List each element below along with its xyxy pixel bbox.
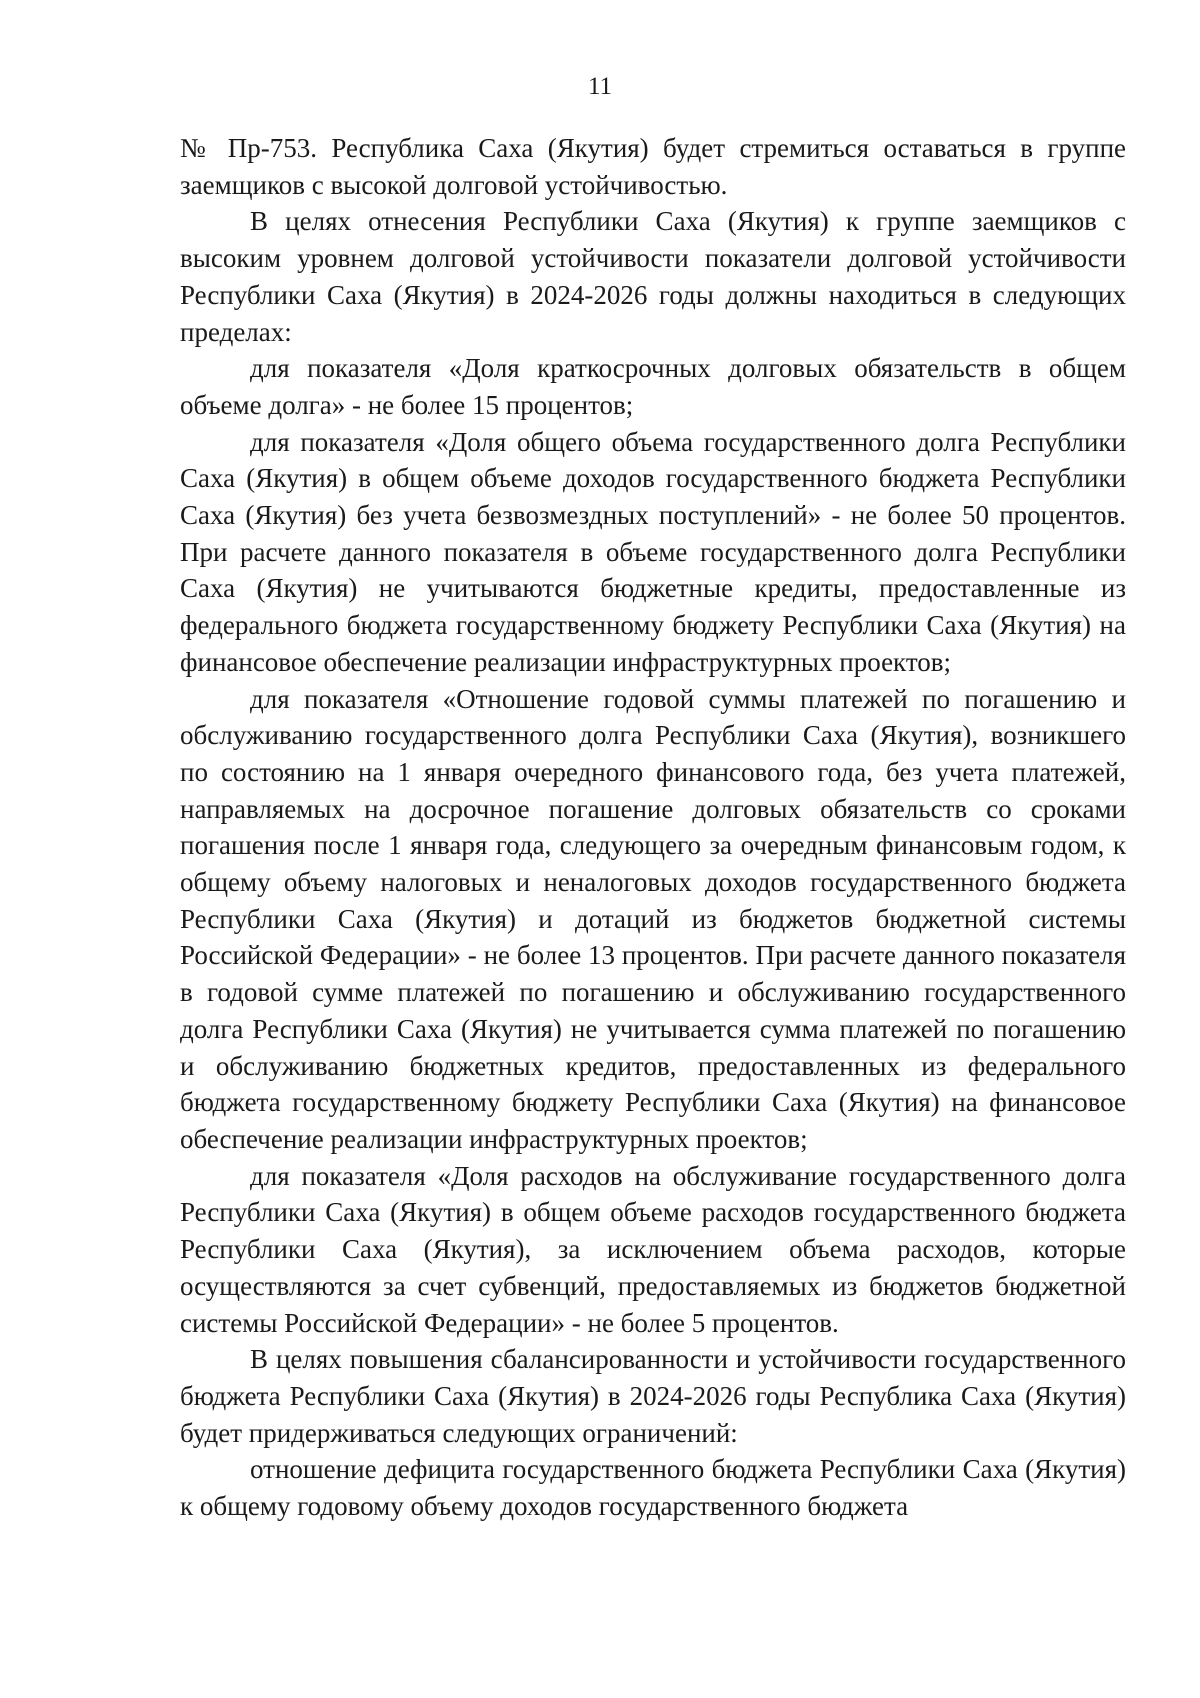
paragraph-short-term-debt-share: для показателя «Доля краткосрочных долговых обязательств в общем объеме долга» - не более 15 процентов; bbox=[180, 353, 1126, 420]
paragraph-debt-service-expenses-share: для показателя «Доля расходов на обслуживание государственного долга Республики Саха (Якутия) в общем объеме расходов государственного бюджета Республики Саха (Якутия), за исключением объема расходов, которые осуществляются за счет субвенций, предоставляемых из бюджетов бюджетной системы Российской Федерации» - не более 5 процентов. bbox=[180, 1160, 1126, 1338]
document-body bbox=[180, 130, 1126, 1525]
paragraph-debt-sustainability-intro: № Пр-753. Республика Саха (Якутия) будет стремиться оставаться в группе заемщиков с высокой долговой устойчивостью. bbox=[180, 133, 1126, 200]
paragraph-debt-service-payments-ratio: для показателя «Отношение годовой суммы платежей по погашению и обслуживанию государственного долга Республики Саха (Якутия), возникшего по состоянию на 1 января очередного финансового года, без учета платежей, направляемых на досрочное погашение долговых обязательств со сроками погашения после 1 января года, следующего за очередным финансовым годом, к общему объему налоговых и неналоговых доходов государственного бюджета Республики Саха (Якутия) и дотаций из бюджетов бюджетной системы Российской Федерации» - не более 13 процентов. При расчете данного показателя в годовой сумме платежей по погашению и обслуживанию государственного долга Республики Саха (Якутия) не учитывается сумма платежей по погашению и обслуживанию бюджетных кредитов, предоставленных из федерального бюджета государственному бюджету Республики Саха (Якутия) на финансовое обеспечение реализации инфраструктурных проектов; bbox=[180, 683, 1126, 1154]
paragraph-deficit-ratio: отношение дефицита государственного бюджета Республики Саха (Якутия) к общему годовому объему доходов государственного бюджета bbox=[180, 1454, 1126, 1522]
page-number: 11 bbox=[587, 73, 613, 100]
paragraph-high-sustainability-criteria: В целях отнесения Республики Саха (Якутия) к группе заемщиков с высоким уровнем долговой устойчивости показатели долговой устойчивости Республики Саха (Якутия) в 2024-2026 годы должны находиться в следующих пределах: bbox=[180, 206, 1126, 347]
paragraph-budget-balance-restrictions: В целях повышения сбалансированности и устойчивости государственного бюджета Республики Саха (Якутия) в 2024-2026 годы Республика Саха (Якутия) будет придерживаться следующих ограничений: bbox=[180, 1344, 1126, 1448]
paragraph-debt-to-revenue-share: для показателя «Доля общего объема государственного долга Республики Саха (Якутия) в общем объеме доходов государственного бюджета Республики Саха (Якутия) без учета безвозмездных поступлений» - не более 50 процентов. При расчете данного показателя в объеме государственного долга Республики Саха (Якутия) не учитываются бюджетные кредиты, предоставленные из федерального бюджета государственному бюджету Республики Саха (Якутия) на финансовое обеспечение реализации инфраструктурных проектов; bbox=[180, 426, 1126, 677]
